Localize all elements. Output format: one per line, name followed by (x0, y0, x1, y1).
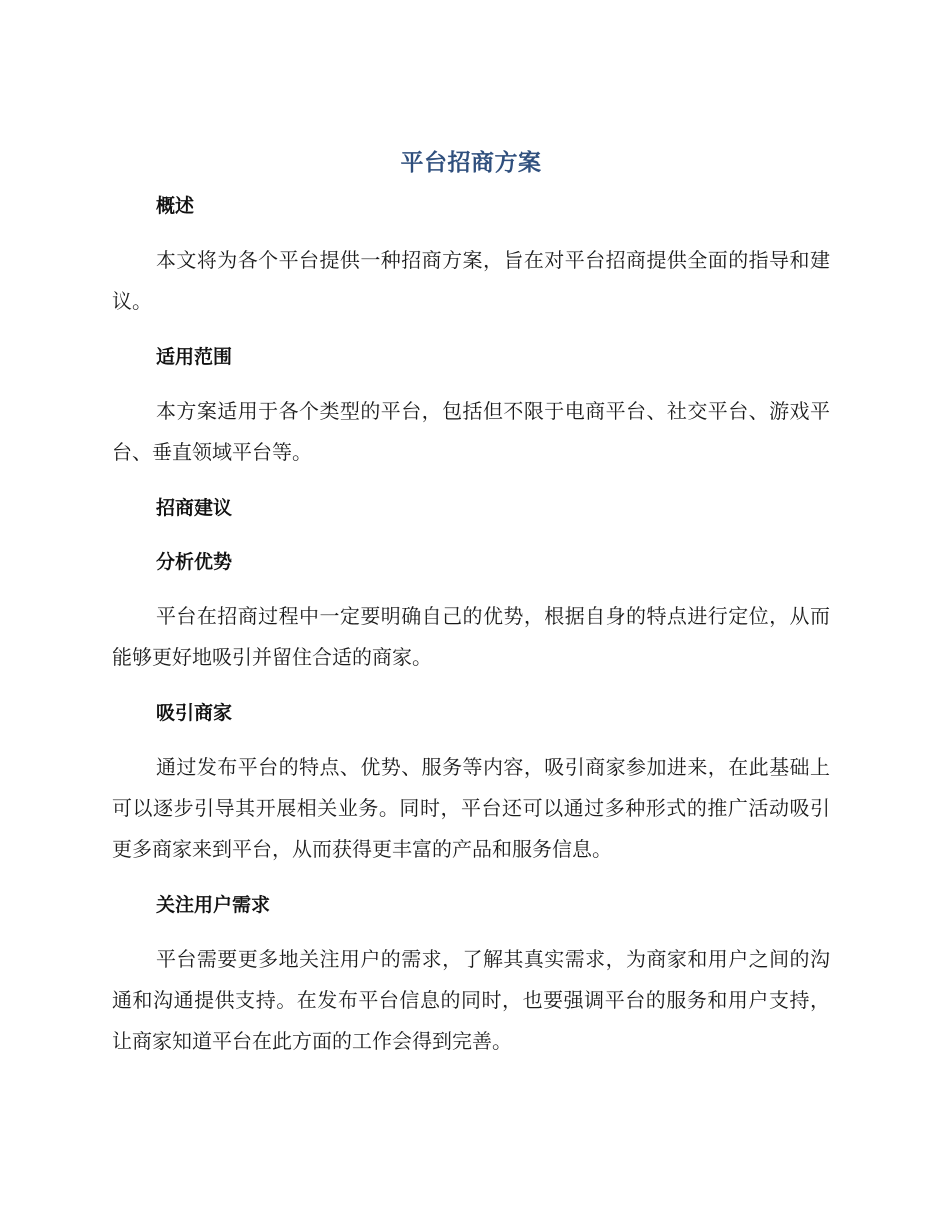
section-heading-suggestions: 招商建议 (156, 497, 233, 519)
section-heading-advantages: 分析优势 (156, 551, 233, 573)
section-heading-user-needs: 关注用户需求 (156, 894, 271, 916)
section-heading-attract-merchants: 吸引商家 (156, 702, 233, 724)
document-title: 平台招商方案 (400, 150, 542, 176)
section-text-overview: 本文将为各个平台提供一种招商方案，旨在对平台招商提供全面的指导和建议。 (112, 248, 830, 313)
section-heading-overview: 概述 (156, 195, 195, 217)
document-body (112, 140, 830, 1062)
section-text-attract-merchants: 通过发布平台的特点、优势、服务等内容，吸引商家参加进来，在此基础上可以逐步引导其开展相关业务。同时，平台还可以通过多种形式的推广活动吸引更多商家来到平台，从而获得更丰富的产品和服务信息。 (112, 755, 830, 861)
section-heading-scope: 适用范围 (156, 346, 233, 368)
section-text-scope: 本方案适用于各个类型的平台，包括但不限于电商平台、社交平台、游戏平台、垂直领域平台等。 (112, 399, 830, 464)
section-text-user-needs: 平台需要更多地关注用户的需求，了解其真实需求，为商家和用户之间的沟通和沟通提供支持。在发布平台信息的同时，也要强调平台的服务和用户支持，让商家知道平台在此方面的工作会得到完善。 (112, 947, 830, 1053)
section-text-advantages: 平台在招商过程中一定要明确自己的优势，根据自身的特点进行定位，从而能够更好地吸引并留住合适的商家。 (112, 604, 830, 669)
